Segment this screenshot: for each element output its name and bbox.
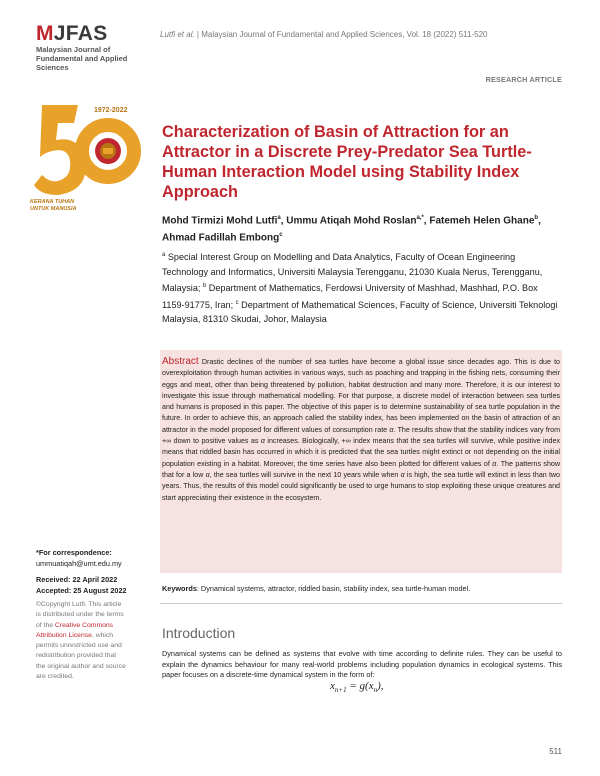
equation: $x_{n+1} = g(x_n)$, — [330, 680, 384, 695]
correspondence-label: *For correspondence: — [36, 548, 112, 557]
logo-years: 1972-2022 — [94, 107, 128, 114]
article-type: RESEARCH ARTICLE — [485, 75, 562, 84]
keywords-divider — [160, 603, 562, 604]
abstract-text: Abstract Drastic declines of the number of sea turtles have become a global issue since decades ago. This is due to overexploitation through human activities in various ways, such as poaching and trapping in the fishing nets, consuming their eggs and meat, other than being threatened by pollution, habitat destruction and many more. Therefore, it is our interest to investigate this issue through mathematical modelling. For that purpose, a discrete model of interaction between sea turtles and humans is proposed in this paper. The objective of this paper is to determine sustainability of sea turtle population in the future. In order to achieve this, an approach called the stability index, has been implemented on the basin of attraction of an attractor in the model proposed for different values of consumption rate α. The results show that the stability indices vary from +∞ down to positive values as α increases. Biologically, +∞ index means that the sea turtles will survive, while positive index means that riddled basin has occurred in which it is predicted that the sea turtles might extinct or not depending on the initial population existing in a habitat. Moreover, the time series have also been plotted for different values of α. The patterns show that for a low α, the sea turtles will survive in the next 10 years while when α is high, the sea turtle will extinct in less than two years. Thus, the results of this model could significantly be used to urge humans to stop exploiting these unique creatures and start appreciating their existence in the ecosystem. — [162, 356, 561, 502]
logo-motto-2: UNTUK MANUSIA — [30, 206, 77, 212]
received-date: Received: 22 April 2022 — [36, 575, 118, 584]
anniversary-logo — [28, 95, 148, 215]
author-list: Mohd Tirmizi Mohd Lutfi$^a$, Ummu Atiqah Mohd Roslan$^{a,*}$, Fatemeh Helen Ghane$^b$, Ahmad Fadillah Embong$^c$ — [162, 215, 541, 244]
copyright-notice: ©Copyright Lutfi. This article is distributed under the terms of the Creative Commons Attribution License, which permits unrestricted use and redistribution provided that the original author and source are credited. — [36, 601, 126, 681]
submission-dates — [36, 574, 127, 596]
journal-name: Malaysian Journal of Fundamental and Applied Sciences — [36, 45, 128, 72]
crest-book — [103, 148, 113, 154]
introduction-heading: Introduction — [162, 625, 236, 641]
license-link[interactable]: Creative Commons Attribution License — [36, 621, 114, 639]
running-head: Lutfi et al. | Malaysian Journal of Fundamental and Applied Sciences, Vol. 18 (2022) 511-520 — [160, 30, 488, 39]
page-number: 511 — [549, 747, 562, 756]
accepted-date: Accepted: 25 August 2022 — [36, 586, 127, 595]
journal-brand: MJFAS — [36, 22, 108, 45]
keywords: Keywords: Dynamical systems, attractor, riddled basin, stability index, sea turtle-human model. — [162, 584, 471, 593]
correspondence-email[interactable]: ummuatiqah@umt.edu.my — [36, 559, 122, 568]
abstract-label: Abstract — [162, 356, 199, 367]
introduction-text: Dynamical systems can be defined as systems that evolve with time according to definite rules. They can be useful to explain the dynamics behaviour for many real-world problems including population dynamics in ecological systems. This paper focuses on a discrete-time dynamical system in the form of: — [162, 649, 562, 679]
affiliations: $^a$ Special Interest Group on Modelling and Data Analytics, Faculty of Ocean Engineering Technology and Informatics, Universiti Malaysia Terengganu, 21030 Kuala Nerus, Terengganu, Malaysia; $^b$ Department of Mathematics, Ferdowsi University of Mashhad, Mashhad, P.O. Box 1159-91775, Iran; $^c$ Department of Mathematical Sciences, Faculty of Science, Universiti Teknologi Malaysia, 81310 Skudai, Johor, Malaysia — [162, 252, 558, 325]
article-title: Characterization of Basin of Attraction for an Attractor in a Discrete Prey-Predator Sea Turtle-Human Interaction Model using Stability Index Approach — [162, 123, 532, 201]
logo-motto-1: KERANA TUHAN — [30, 199, 75, 205]
